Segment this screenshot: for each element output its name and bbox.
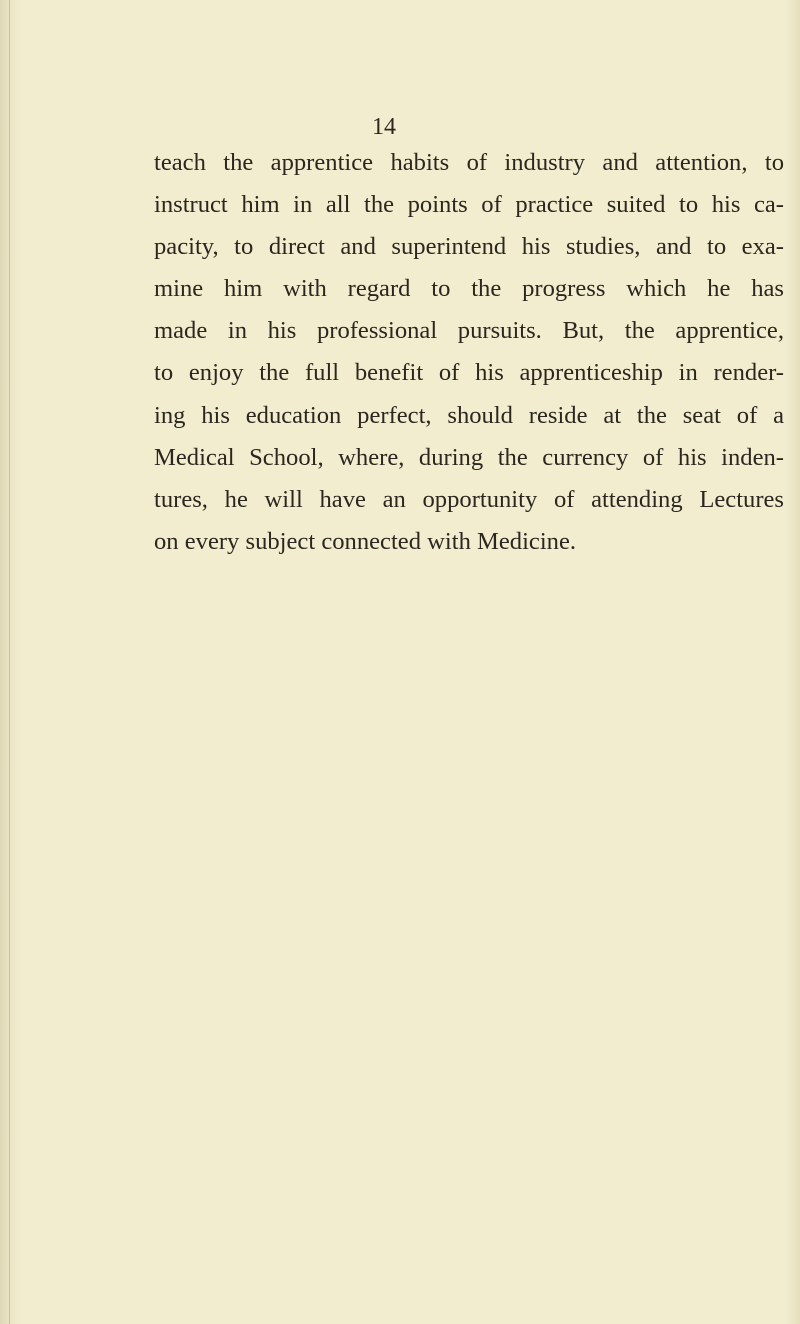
page-binding-edge (9, 0, 10, 1324)
body-paragraph (154, 142, 784, 563)
text-line: to enjoy the full benefit of his apprenticeship in render- (154, 359, 784, 387)
text-line: ing his education perfect, should reside at the seat of a (154, 401, 784, 429)
text-line: instruct him in all the points of practice suited to his ca- (154, 191, 784, 219)
text-line: made in his professional pursuits. But, the apprentice, (154, 317, 784, 345)
text-line: on every subject connected with Medicine. (154, 527, 577, 555)
text-line: teach the apprentice habits of industry and attention, to (154, 149, 784, 176)
text-line: pacity, to direct and superintend his studies, and to exa- (154, 233, 784, 261)
page-number: 14 (372, 114, 396, 140)
text-line: Medical School, where, during the currency of his inden- (154, 443, 784, 471)
text-line: tures, he will have an opportunity of attending Lectures (154, 485, 784, 513)
text-line: mine him with regard to the progress which he has (154, 275, 784, 303)
